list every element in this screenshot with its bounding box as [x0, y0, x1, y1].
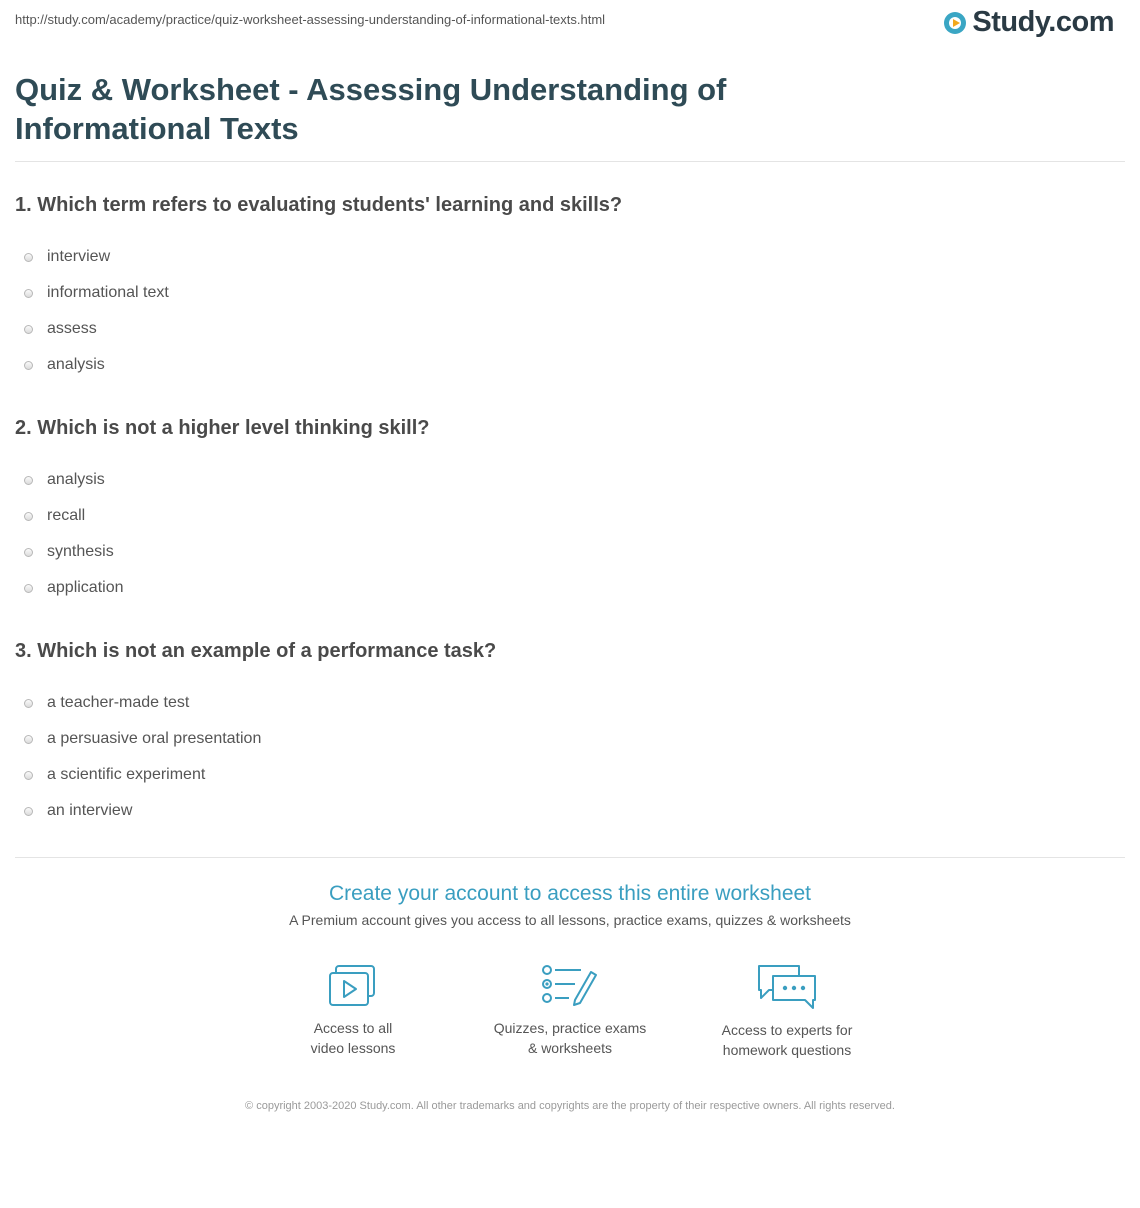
- option-label: a teacher-made test: [47, 694, 190, 711]
- radio-button[interactable]: [24, 253, 33, 262]
- option-label: analysis: [47, 471, 105, 488]
- title-divider: [15, 161, 1125, 162]
- feature-quizzes: [462, 964, 679, 1060]
- radio-button[interactable]: [24, 476, 33, 485]
- feature-label: Quizzes, practice exams & worksheets: [493, 1020, 647, 1056]
- option-label: assess: [47, 320, 97, 337]
- question-text: 3. Which is not an example of a performance task?: [15, 640, 497, 662]
- option-label: analysis: [47, 356, 105, 373]
- option-label: interview: [47, 248, 111, 265]
- radio-button[interactable]: [24, 699, 33, 708]
- page-title: Quiz & Worksheet - Assessing Understanding of Informational Texts: [15, 72, 727, 146]
- question-3: [15, 640, 1125, 833]
- page-url: http://study.com/academy/practice/quiz-worksheet-assessing-understanding-of-informational-texts.html: [15, 12, 606, 27]
- radio-button[interactable]: [24, 325, 33, 334]
- logo-play-icon: [944, 12, 966, 34]
- option-label: recall: [47, 507, 86, 524]
- feature-experts: [679, 964, 896, 1060]
- answer-option[interactable]: [15, 343, 1125, 387]
- quiz-list-icon: [541, 964, 599, 1008]
- question-2: [15, 417, 1125, 610]
- option-label: a scientific experiment: [47, 766, 206, 783]
- feature-list: [0, 964, 1140, 1060]
- radio-button[interactable]: [24, 548, 33, 557]
- radio-button[interactable]: [24, 807, 33, 816]
- study-logo[interactable]: [944, 6, 1114, 39]
- option-label: synthesis: [47, 543, 114, 560]
- answer-option[interactable]: [15, 566, 1125, 610]
- answer-option[interactable]: [15, 789, 1125, 833]
- radio-button[interactable]: [24, 735, 33, 744]
- feature-label: Access to all video lessons: [310, 1020, 396, 1056]
- logo-text: Study.com: [972, 6, 1114, 38]
- feature-video-lessons: [245, 964, 462, 1060]
- promo-subtitle: A Premium account gives you access to all lessons, practice exams, quizzes & worksheets: [289, 912, 851, 928]
- copyright-notice: © copyright 2003-2020 Study.com. All other trademarks and copyrights are the property of their respective owners. All rights reserved.: [245, 1100, 895, 1112]
- question-1: [15, 194, 1125, 387]
- option-label: application: [47, 579, 124, 596]
- top-bar: [0, 0, 1140, 50]
- question-list: [0, 194, 1140, 833]
- option-label: informational text: [47, 284, 169, 301]
- radio-button[interactable]: [24, 584, 33, 593]
- promo-divider: [15, 857, 1125, 858]
- chat-bubbles-icon: [755, 964, 819, 1010]
- radio-button[interactable]: [24, 289, 33, 298]
- question-text: 1. Which term refers to evaluating students' learning and skills?: [15, 194, 623, 216]
- radio-button[interactable]: [24, 512, 33, 521]
- premium-promo: [0, 857, 1140, 1115]
- radio-button[interactable]: [24, 771, 33, 780]
- create-account-link[interactable]: Create your account to access this entire worksheet: [328, 882, 812, 905]
- option-label: an interview: [47, 802, 133, 819]
- question-text: 2. Which is not a higher level thinking skill?: [15, 417, 430, 439]
- radio-button[interactable]: [24, 361, 33, 370]
- feature-label: Access to experts for homework questions: [721, 1022, 853, 1058]
- option-label: a persuasive oral presentation: [47, 730, 262, 747]
- video-lessons-icon: [327, 964, 379, 1008]
